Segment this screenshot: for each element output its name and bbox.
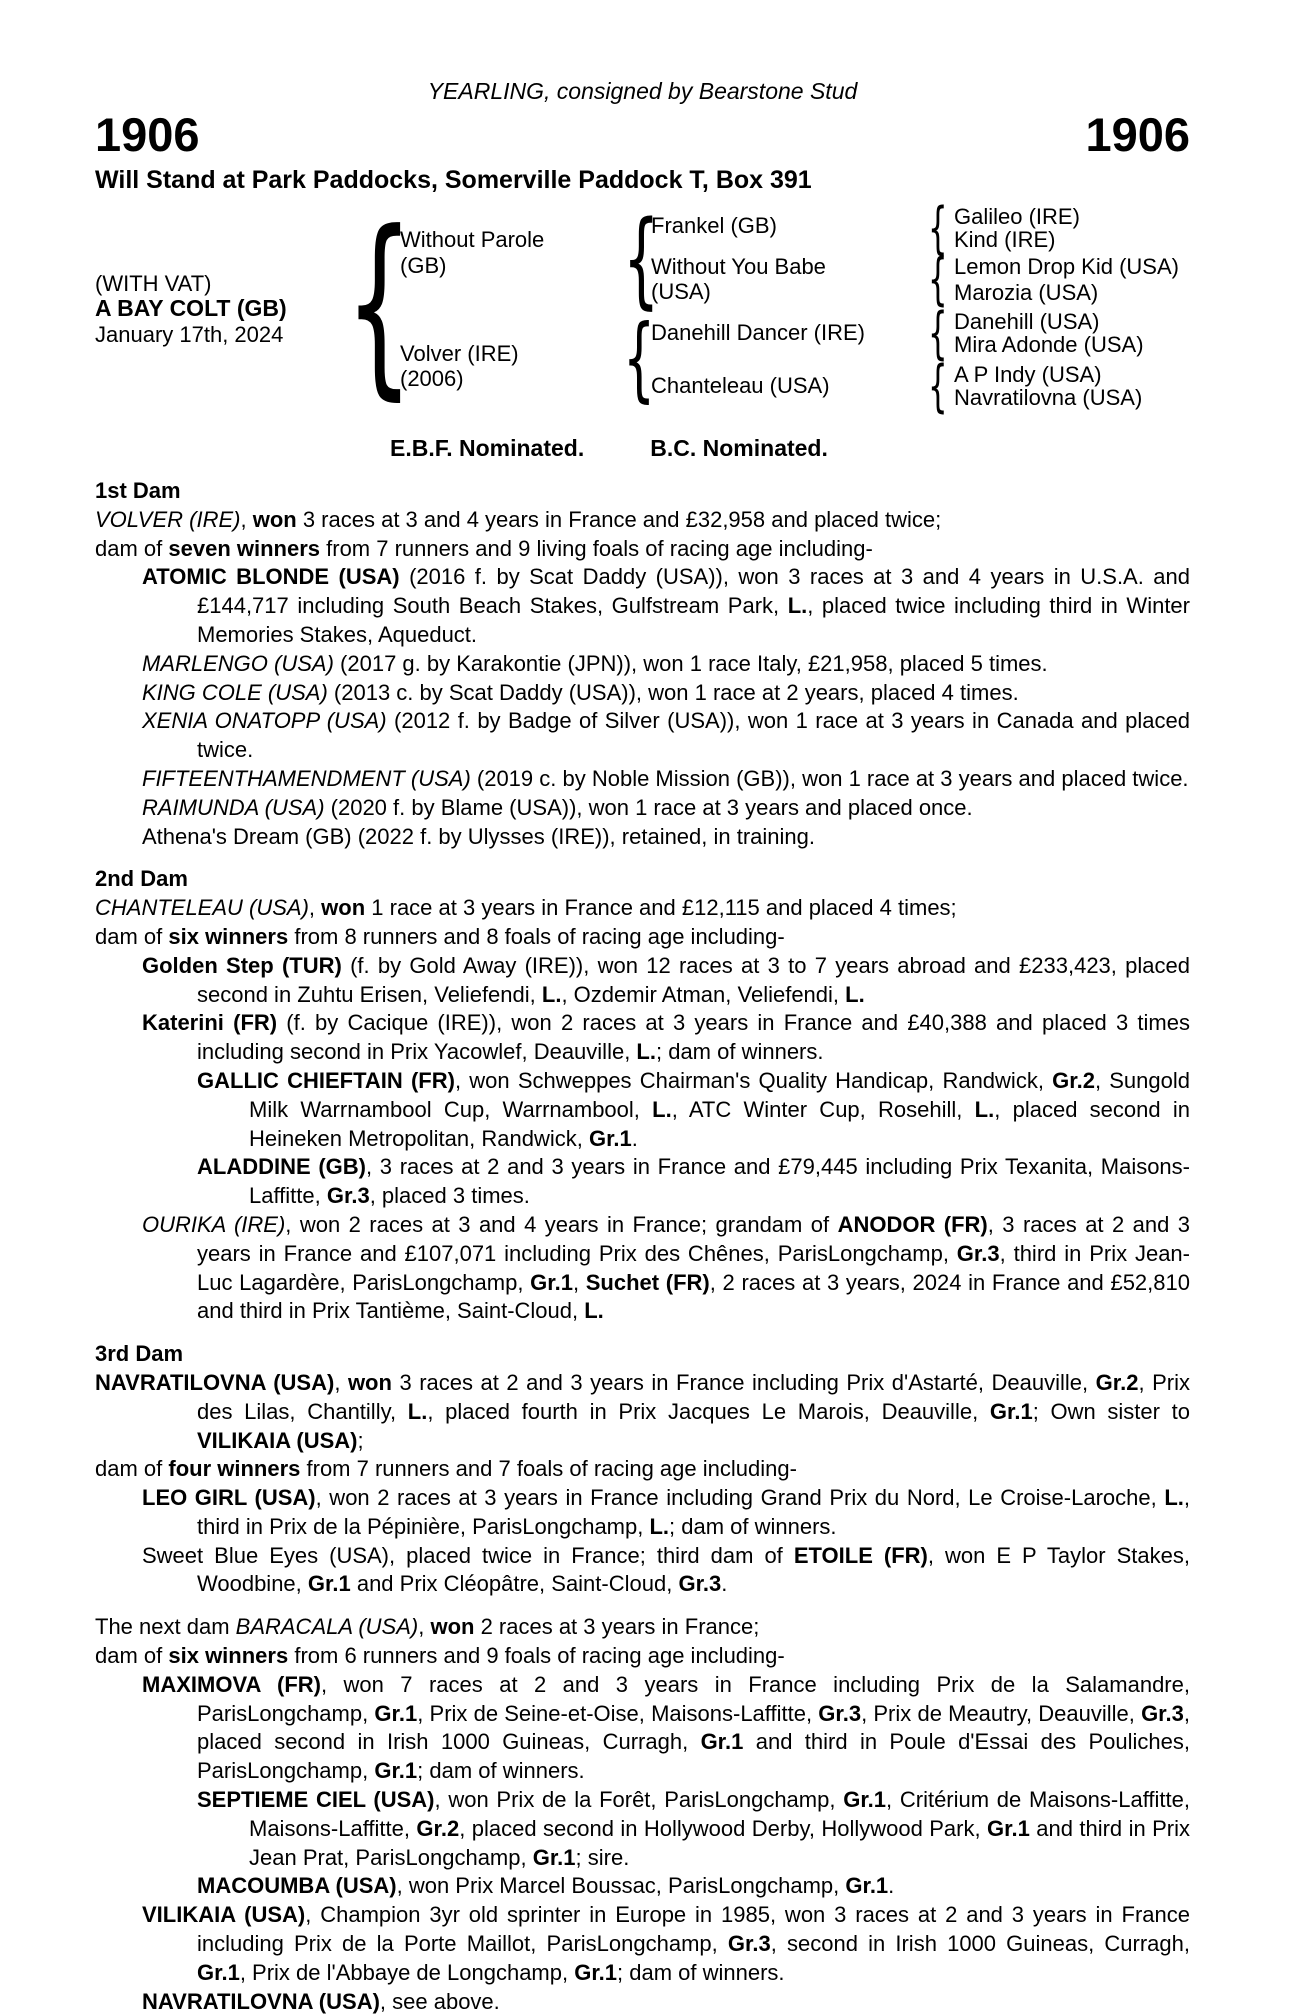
dam-entry-paragraph: NAVRATILOVNA (USA), won 3 races at 2 and 3 years in France including Prix d'Astarté, Deauville, Gr.2, Prix des Lilas, Chantilly, L., placed fourth in Prix Jacques Le Marois, Deauville, Gr.1; Own sister to VILIKAIA (USA); [95,1369,1191,1453]
bc-nomination: B.C. Nominated. [650,435,828,461]
section-heading: 1st Dam [95,478,181,503]
dam-entry-paragraph: MARLENGO (USA) (2017 g. by Karakontie (JPN)), won 1 race Italy, £21,958, placed 5 times. [142,650,1048,676]
dam-entry-paragraph: SEPTIEME CIEL (USA), won Prix de la Forêt, ParisLongchamp, Gr.1, Critérium de Maisons-Laffitte, Maisons-Laffitte, Gr.2, placed second in Hollywood Derby, Hollywood Park, Gr.1 and third in Prix Jean Prat, ParisLongchamp, Gr.1; sire. [197,1787,1190,1870]
great-grandparent-5: Danehill (USA) [954,309,1100,334]
dam-entry-paragraph: dam of six winners from 6 runners and 9 foals of racing age including- [95,1643,785,1669]
dam-entry-paragraph: ALADDINE (GB), 3 races at 2 and 3 years in France and £79,445 including Prix Texanita, Maisons-Laffitte, Gr.3, placed 3 times. [197,1154,1190,1209]
gen1-brace: { [345,190,414,418]
section-heading: 3rd Dam [95,1341,184,1367]
dam-entry-paragraph: RAIMUNDA (USA) (2020 f. by Blame (USA)), won 1 race at 3 years and placed once. [142,794,973,820]
dam-entry-paragraph: GALLIC CHIEFTAIN (FR), won Schweppes Chairman's Quality Handicap, Randwick, Gr.2, Sungold Milk Warrnambool Cup, Warrnambool, L., ATC Winter Cup, Rosehill, L., placed second in Heineken Metropolitan, Randwick, Gr.1. [197,1067,1191,1151]
gen3-brace-1: { [928,196,948,261]
lot-number-right: 1906 [1085,108,1190,161]
grandsire-paternal: Frankel (GB) [651,213,777,238]
sire-name: Without Parole [400,227,545,252]
section-heading: 2nd Dam [95,866,188,892]
sire-suffix: (GB) [400,253,447,278]
great-grandparent-2: Kind (IRE) [954,227,1056,252]
dam-entry-paragraph: KING COLE (USA) (2013 c. by Scat Daddy (USA)), won 1 race at 2 years, placed 4 times. [142,679,1019,705]
dam-entry-paragraph: VILIKAIA (USA), Champion 3yr old sprinter in Europe in 1985, won 3 races at 2 and 3 years in France including Prix de la Porte Maillot, ParisLongchamp, Gr.3, second in Irish 1000 Guineas, Curragh, Gr.1, Prix de l'Abbaye de Longchamp, Gr.1; dam of winners. [142,1902,1190,1985]
dam-section [95,865,1190,1326]
nominations-row [95,434,1190,463]
dam-entry-paragraph: Katerini (FR) (f. by Cacique (IRE)), won 2 races at 3 years in France and £40,388 and placed 3 times including second in Prix Yacowlef, Deauville, L.; dam of winners. [142,1010,1190,1065]
dam-name: Volver (IRE) [400,341,519,366]
granddam-paternal: Without You Babe [651,254,826,279]
gen3-brace-2: { [928,247,948,312]
dam-entry-paragraph: VOLVER (IRE), won 3 races at 3 and 4 years in France and £32,958 and placed twice; [95,506,942,532]
subject-foaling-date: January 17th, 2024 [95,322,284,347]
dam-entry-paragraph: XENIA ONATOPP (USA) (2012 f. by Badge of Silver (USA)), won 1 race at 3 years in Canada and placed twice. [142,708,1190,763]
dam-entry-paragraph: ATOMIC BLONDE (USA) (2016 f. by Scat Daddy (USA)), won 3 races at 3 and 4 years in U.S.A. and £144,717 including South Beach Stakes, Gulfstream Park, L., placed twice including third in Winter Memories Stakes, Aqueduct. [142,564,1190,647]
dam-entry-paragraph: Golden Step (TUR) (f. by Gold Away (IRE)), won 12 races at 3 to 7 years abroad and £233,423, placed second in Zuhtu Erisen, Veliefendi, L., Ozdemir Atman, Veliefendi, L. [142,952,1190,1007]
subject-name: A BAY COLT (GB) [95,295,287,321]
dam-entry-paragraph: dam of six winners from 8 runners and 8 foals of racing age including- [95,923,785,949]
great-grandparent-7: A P Indy (USA) [954,362,1102,387]
dam-entry-paragraph: MAXIMOVA (FR), won 7 races at 2 and 3 years in France including Prix de la Salamandre, ParisLongchamp, Gr.1, Prix de Seine-et-Oise, Maisons-Laffitte, Gr.3, Prix de Meautry, Deauville, Gr.3, placed second in Irish 1000 Guineas, Curragh, Gr.1 and third in Poule d'Essai des Pouliches, ParisLongchamp, Gr.1; dam of winners. [142,1671,1190,1784]
dam-entry-paragraph: CHANTELEAU (USA), won 1 race at 3 years in France and £12,115 and placed 4 times; [95,895,957,921]
dam-entry-paragraph: NAVRATILOVNA (USA), see above. [142,1988,500,2014]
granddam-paternal-suffix: (USA) [651,279,711,304]
dam-entry-paragraph: Sweet Blue Eyes (USA), placed twice in France; third dam of ETOILE (FR), won E P Taylor Stakes, Woodbine, Gr.1 and Prix Cléopâtre, Saint-Cloud, Gr.3. [142,1542,1190,1597]
dam-entry-paragraph: dam of seven winners from 7 runners and 9 living foals of racing age including- [95,535,873,561]
dam-entry-paragraph: The next dam BARACALA (USA), won 2 races at 3 years in France; [95,1614,760,1640]
dam-entry-paragraph: dam of four winners from 7 runners and 7 foals of racing age including- [95,1456,797,1482]
gen3-brace-4: { [928,354,948,419]
grandsire-maternal: Danehill Dancer (IRE) [651,320,865,345]
great-grandparent-6: Mira Adonde (USA) [954,332,1144,357]
great-grandparent-4: Marozia (USA) [954,280,1099,305]
dam-year: (2006) [400,366,464,391]
lot-number-left: 1906 [95,108,200,161]
granddam-maternal: Chanteleau (USA) [651,373,830,398]
dam-entry-paragraph: FIFTEENTHAMENDMENT (USA) (2019 c. by Noble Mission (GB)), won 1 race at 3 years and placed twice. [142,765,1189,791]
dam-entry-paragraph: LEO GIRL (USA), won 2 races at 3 years in France including Grand Prix du Nord, Le Croise-Laroche, L., third in Prix de la Pépinière, ParisLongchamp, L.; dam of winners. [142,1485,1190,1539]
vat-note: (WITH VAT) [95,271,212,296]
great-grandparent-1: Galileo (IRE) [954,204,1080,229]
stand-location-line: Will Stand at Park Paddocks, Somerville Paddock T, Box 391 [95,166,812,194]
pedigree-table [95,190,1190,419]
dam-section [95,1613,1190,2016]
consignor-line: YEARLING, consigned by Bearstone Stud [427,78,858,104]
gen2-dam-brace: { [623,305,656,412]
great-grandparent-3: Lemon Drop Kid (USA) [954,254,1179,279]
catalogue-sections [95,477,1190,2016]
gen2-sire-brace: { [623,198,660,320]
dam-entry-paragraph: MACOUMBA (USA), won Prix Marcel Boussac, ParisLongchamp, Gr.1. [197,1873,895,1899]
great-grandparent-8: Navratilovna (USA) [954,385,1143,410]
dam-section [95,477,1190,851]
dam-entry-paragraph: OURIKA (IRE), won 2 races at 3 and 4 years in France; grandam of ANODOR (FR), 3 races at 2 and 3 years in France and £107,071 including Prix des Chênes, ParisLongchamp, Gr.3, third in Prix Jean-Luc Lagardère, ParisLongchamp, Gr.1, Suchet (FR), 2 races at 3 years, 2024 in France and £52,810 and third in Prix Tantième, Saint-Cloud, L. [142,1211,1191,1324]
dam-entry-paragraph: Athena's Dream (GB) (2022 f. by Ulysses (IRE)), retained, in training. [142,823,816,849]
dam-section [95,1340,1190,1599]
gen3-brace-3: { [928,301,948,366]
ebf-nomination: E.B.F. Nominated. [390,435,585,461]
lot-number-row [95,110,1190,160]
